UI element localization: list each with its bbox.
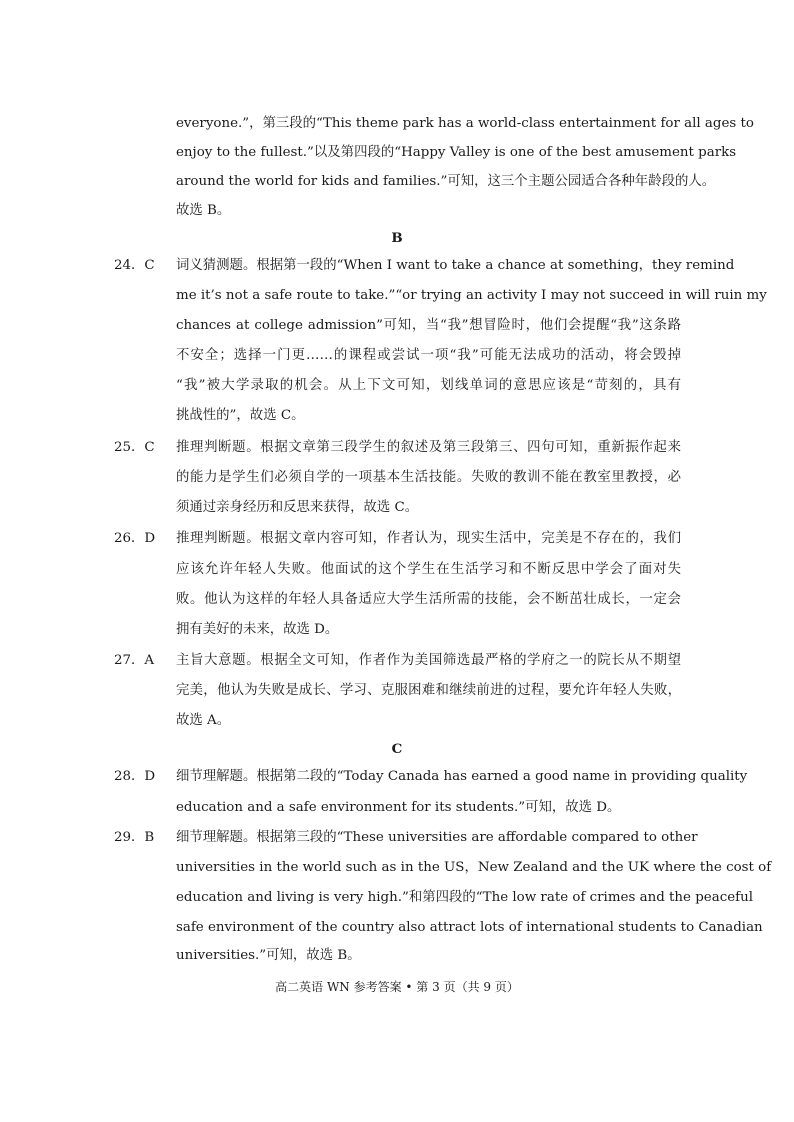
answer-line: 细节理解题。根据第三段的“These universities are affordable compared to other: [176, 830, 698, 845]
answer-line: 应该允许年轻人失败。他面试的这个学生在生活学习和不断反思中学会了面对失: [176, 562, 681, 577]
answer-line: 完美，他认为失败是成长、学习、克服困难和继续前进的过程，要允许年轻人失败，: [176, 683, 681, 698]
intro-line: around the world for kids and families.”可知，这三个主题公园适合各种年龄段的人。: [176, 174, 716, 189]
question-number: 25．C: [114, 440, 155, 455]
answer-line: me it’s not a safe route to take.”“or trying an activity I may not succeed in will ruin my: [176, 288, 767, 303]
answer-line: 推理判断题。根据文章内容可知，作者认为，现实生活中，完美是不存在的，我们: [176, 531, 681, 546]
answer-line: “我”被大学录取的机会。从上下文可知，划线单词的意思应该是“苛刻的，具有: [176, 378, 681, 393]
answer-line: education and living is very high.”和第四段的“The low rate of crimes and the peaceful: [176, 890, 753, 905]
answer-line: 推理判断题。根据文章第三段学生的叙述及第三段第三、四句可知，重新振作起来: [176, 440, 681, 455]
answer-line: 挑战性的”，故选 C。: [176, 408, 305, 423]
intro-line: everyone.”，第三段的“This theme park has a world-class entertainment for all ages to: [176, 116, 754, 131]
answer-line: 不安全；选择一门更……的课程或尝试一项“我”可能无法成功的活动，将会毁掉: [176, 348, 681, 363]
answer-line: 须通过亲身经历和反思来获得，故选 C。: [176, 500, 419, 515]
question-number: 28．D: [114, 769, 156, 784]
question-number: 26．D: [114, 531, 156, 546]
answer-line: 的能力是学生们必须自学的一项基本生活技能。失败的教训不能在教室里教授，必: [176, 470, 681, 485]
intro-line: enjoy to the fullest.”以及第四段的“Happy Valley is one of the best amusement parks: [176, 145, 737, 160]
answer-line: 主旨大意题。根据全文可知，作者作为美国筛选最严格的学府之一的院长从不期望: [176, 653, 681, 668]
answer-line: universities.”可知，故选 B。: [176, 948, 361, 963]
answer-line: 词义猜测题。根据第一段的“When I want to take a chance at something，they remind: [176, 258, 735, 273]
answer-line: 细节理解题。根据第二段的“Today Canada has earned a good name in providing quality: [176, 769, 748, 784]
answer-line: 败。他认为这样的年轻人具备适应大学生活所需的技能，会不断茁壮成长，一定会: [176, 592, 681, 607]
section-heading-c: C: [391, 741, 403, 757]
answer-line: education and a safe environment for its students.”可知，故选 D。: [176, 800, 621, 815]
intro-line: 故选 B。: [176, 203, 231, 218]
answer-line: universities in the world such as in the US，New Zealand and the UK where the cost of: [176, 860, 772, 875]
section-heading-b: B: [391, 230, 403, 246]
answer-line: 拥有美好的未来，故选 D。: [176, 622, 339, 637]
question-number: 29．B: [114, 830, 155, 845]
answer-line: safe environment of the country also attract lots of international students to Canadian: [176, 920, 763, 935]
page-footer: 高二英语 WN 参考答案 • 第 3 页（共 9 页）: [275, 980, 519, 994]
question-number: 24．C: [114, 258, 155, 273]
answer-line: chances at college admission”可知，当“我”想冒险时，他们会提醒“我”这条路: [176, 318, 681, 333]
answer-line: 故选 A。: [176, 713, 231, 728]
question-number: 27．A: [114, 653, 155, 668]
